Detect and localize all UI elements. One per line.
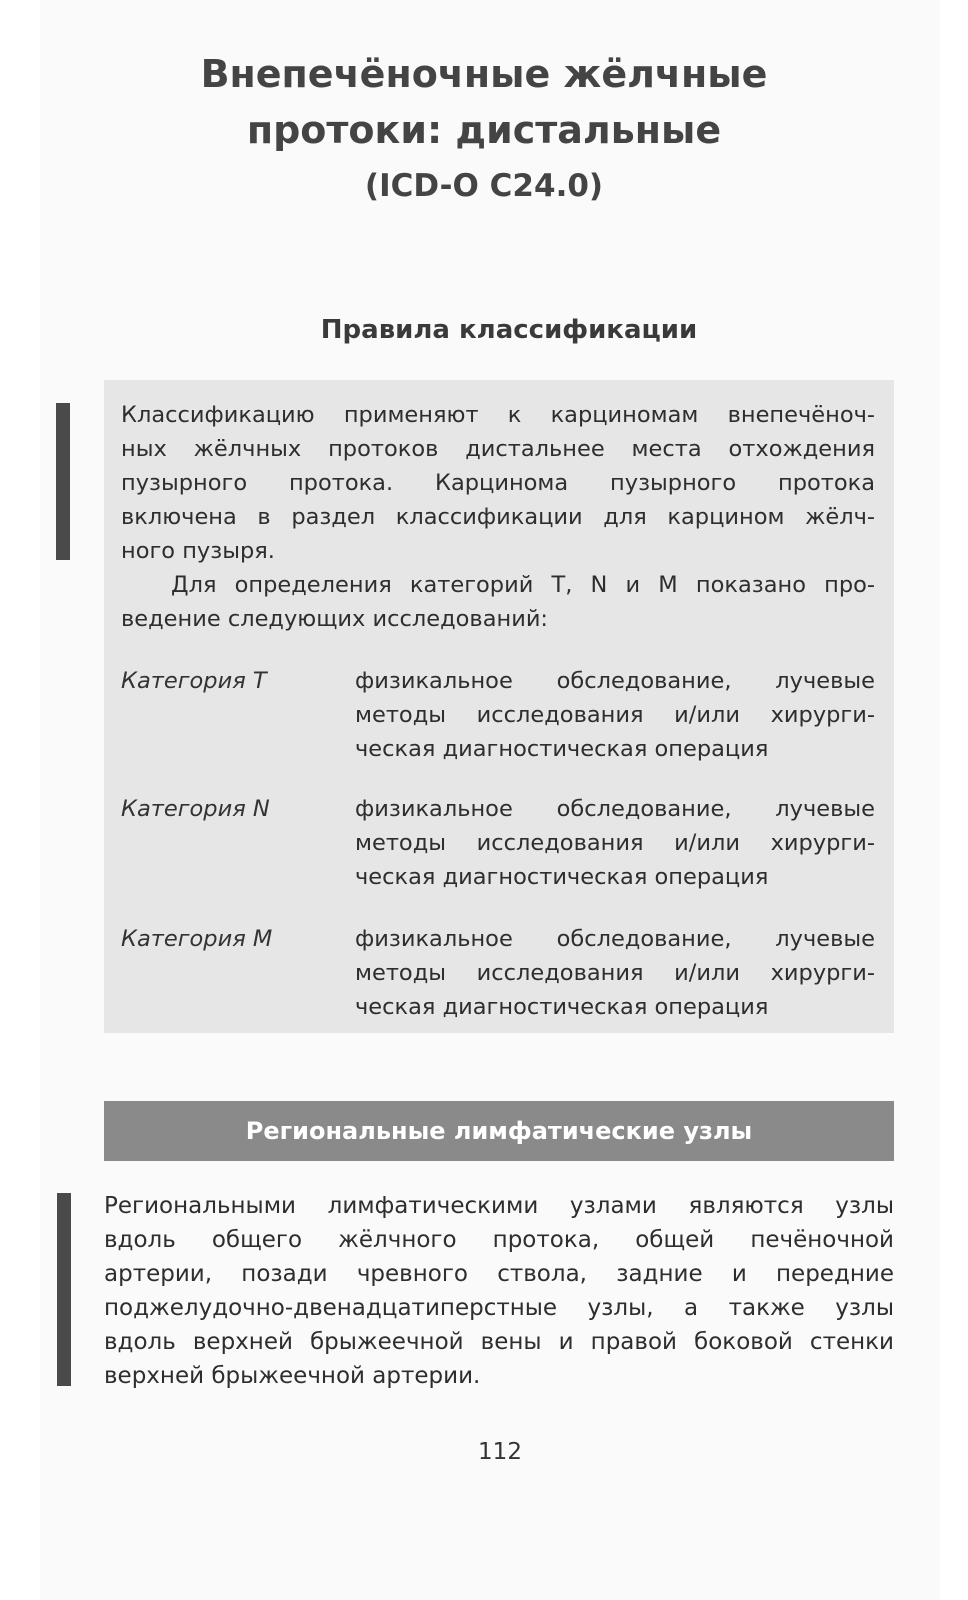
category-label: Категория M [121, 926, 273, 952]
text-line: включена в раздел классификации для карцином жёлч- [121, 504, 875, 530]
category-description [355, 922, 875, 1024]
page-title-line-2: протоки: дистальные [246, 108, 722, 152]
text-line: ведение следующих исследований: [121, 606, 549, 632]
text-line: Региональными лимфатическими узлами являются узлы [104, 1193, 894, 1219]
text-line: Классификацию применяют к карциномам внепечёноч- [121, 402, 875, 428]
text-line: ных жёлчных протоков дистальнее места отхождения [121, 436, 875, 462]
text-line: физикальное обследование, лучевые [355, 796, 875, 822]
classification-methods-paragraph [121, 568, 875, 636]
category-description [355, 664, 875, 766]
text-line: поджелудочно-двенадцатиперстные узлы, а также узлы [104, 1295, 894, 1321]
text-line: Для определения категорий T, N и M показано про- [171, 572, 875, 598]
text-line: физикальное обследование, лучевые [355, 926, 875, 952]
text-line: вдоль общего жёлчного протока, общей печёночной [104, 1227, 894, 1253]
icd-code: (ICD-O C24.0) [364, 168, 604, 204]
text-line: методы исследования и/или хирурги- [355, 702, 875, 728]
text-line: физикальное обследование, лучевые [355, 668, 875, 694]
text-line: пузырного протока. Карцинома пузырного протока [121, 470, 875, 496]
lymph-nodes-heading: Региональные лимфатические узлы [245, 1117, 753, 1145]
margin-marker-bar [56, 403, 70, 560]
text-line: методы исследования и/или хирурги- [355, 960, 875, 986]
page-title-line-1: Внепечёночные жёлчные [200, 52, 768, 96]
classification-heading: Правила классификации [320, 315, 698, 345]
margin-marker-bar [57, 1193, 71, 1386]
text-line: методы исследования и/или хирурги- [355, 830, 875, 856]
text-line: ческая диагностическая операция [355, 736, 769, 762]
lymph-nodes-heading-band [104, 1101, 894, 1161]
category-label: Категория T [121, 668, 267, 694]
page-number: 112 [478, 1439, 522, 1465]
category-description [355, 792, 875, 894]
text-line: артерии, позади чревного ствола, задние и передние [104, 1261, 894, 1287]
text-line: вдоль верхней брыжеечной вены и правой боковой стенки [104, 1329, 894, 1355]
category-label: Категория N [121, 796, 270, 822]
text-line: ческая диагностическая операция [355, 864, 769, 890]
lymph-nodes-paragraph [104, 1189, 894, 1393]
text-line: ческая диагностическая операция [355, 994, 769, 1020]
text-line: верхней брыжеечной артерии. [104, 1363, 481, 1389]
classification-intro-paragraph [121, 398, 875, 568]
text-line: ного пузыря. [121, 538, 275, 564]
